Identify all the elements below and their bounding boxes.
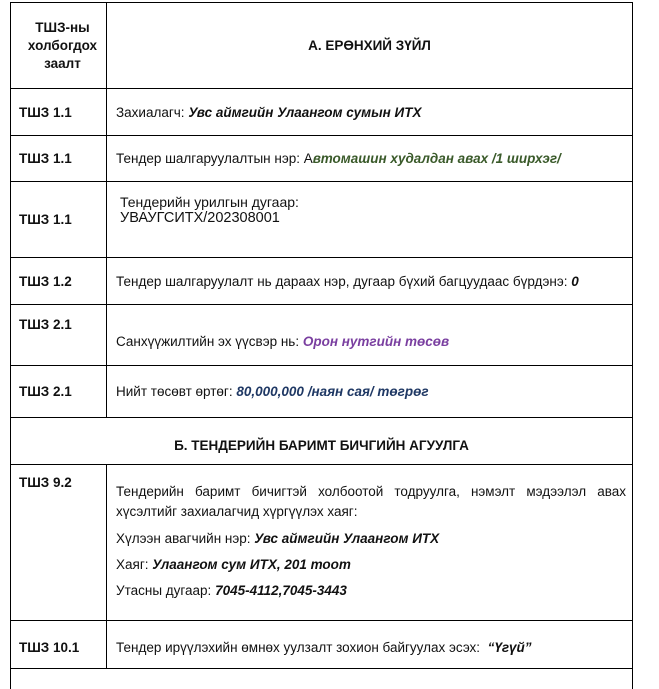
section-b-row	[11, 418, 632, 465]
table-row	[11, 621, 632, 669]
header-line: заалт	[44, 55, 81, 71]
header-line: холбогдох	[27, 37, 98, 53]
field-label: Тендерийн урилгын дугаар:	[120, 194, 299, 210]
row-content	[107, 621, 632, 668]
field-label: Утасны дугаар:	[116, 583, 216, 598]
customer-name-value: Увс аймгийн Улаангом сумын ИТХ	[188, 104, 422, 120]
row-reference: ТШЗ 1.2	[11, 258, 107, 304]
phone-line	[116, 583, 626, 598]
table-row	[11, 305, 632, 366]
table-row	[11, 258, 632, 305]
table-row	[11, 136, 632, 182]
field-label: Хүлээн авагчийн нэр:	[116, 531, 255, 546]
tender-data-sheet-table	[10, 2, 633, 689]
table-row	[11, 366, 632, 418]
field-label: Нийт төсөвт өртөг:	[116, 384, 237, 399]
section-a-title: А. ЕРӨНХИЙ ЗҮЙЛ	[308, 38, 431, 53]
section-b-title: Б. ТЕНДЕРИЙН БАРИМТ БИЧГИЙН АГУУЛГА	[174, 437, 469, 453]
field-label: Тендер шалгаруулалтын нэр: А	[116, 151, 313, 166]
row-content	[107, 182, 632, 257]
estimated-cost-value: 80,000,000 /наян сая/ төгрөг	[236, 384, 429, 399]
field-label: Хаяг:	[116, 557, 153, 572]
row-content	[107, 136, 632, 181]
row-content	[107, 305, 632, 365]
table-row	[11, 89, 632, 136]
field-label: Тендер шалгаруулалт нь дараах нэр, дугаар бүхий багцуудаас бүрдэнэ:	[116, 273, 572, 289]
field-label: Санхүүжилтийн эх үүсвэр нь:	[116, 333, 303, 349]
row-content	[107, 465, 632, 620]
row-content	[107, 258, 632, 304]
row-content	[107, 89, 632, 135]
row-reference: ТШЗ 2.1	[11, 305, 107, 365]
address-line	[116, 557, 626, 572]
pre-bid-meeting-value: “Үгүй”	[487, 640, 532, 655]
row-reference: ТШЗ 2.1	[11, 366, 107, 417]
row-reference: ТШЗ 9.2	[11, 465, 107, 620]
row-reference: ТШЗ 1.1	[11, 182, 107, 257]
clarification-intro: Тендерийн баримт бичигтэй холбоотой тодруулга, нэмэлт мэдээлэл авах хүсэлтийг захиалагчид хүргүүлэх хаяг:	[116, 484, 626, 519]
tender-name-value: втомашин худалдан авах /1 ширхэг/	[312, 151, 561, 166]
table-row	[11, 465, 632, 621]
address-value: Улаангом сум ИТХ, 201 тоот	[152, 557, 351, 572]
recipient-name-value: Увс аймгийн Улаангом ИТХ	[254, 531, 440, 546]
table-continuation	[11, 669, 632, 689]
lot-count-value: 0	[571, 273, 579, 289]
row-content	[107, 366, 632, 417]
row-reference: ТШЗ 1.1	[11, 89, 107, 135]
field-label: Захиалагч:	[116, 104, 189, 120]
tender-invitation-number-value: УВАУГСИТХ/202308001	[120, 210, 280, 226]
phone-value: 7045-4112,7045-3443	[215, 583, 347, 598]
contact-line	[116, 531, 626, 546]
table-header-row	[11, 3, 632, 89]
row-reference: ТШЗ 1.1	[11, 136, 107, 181]
table-row	[11, 182, 632, 258]
row-reference: ТШЗ 10.1	[11, 621, 107, 668]
column-header-reference	[11, 3, 107, 88]
funding-source-value: Орон нутгийн төсөв	[302, 333, 450, 349]
field-label: Тендер ирүүлэхийн өмнөх уулзалт зохион байгуулах эсэх:	[116, 640, 488, 655]
header-line: ТШЗ-ны	[35, 19, 90, 35]
